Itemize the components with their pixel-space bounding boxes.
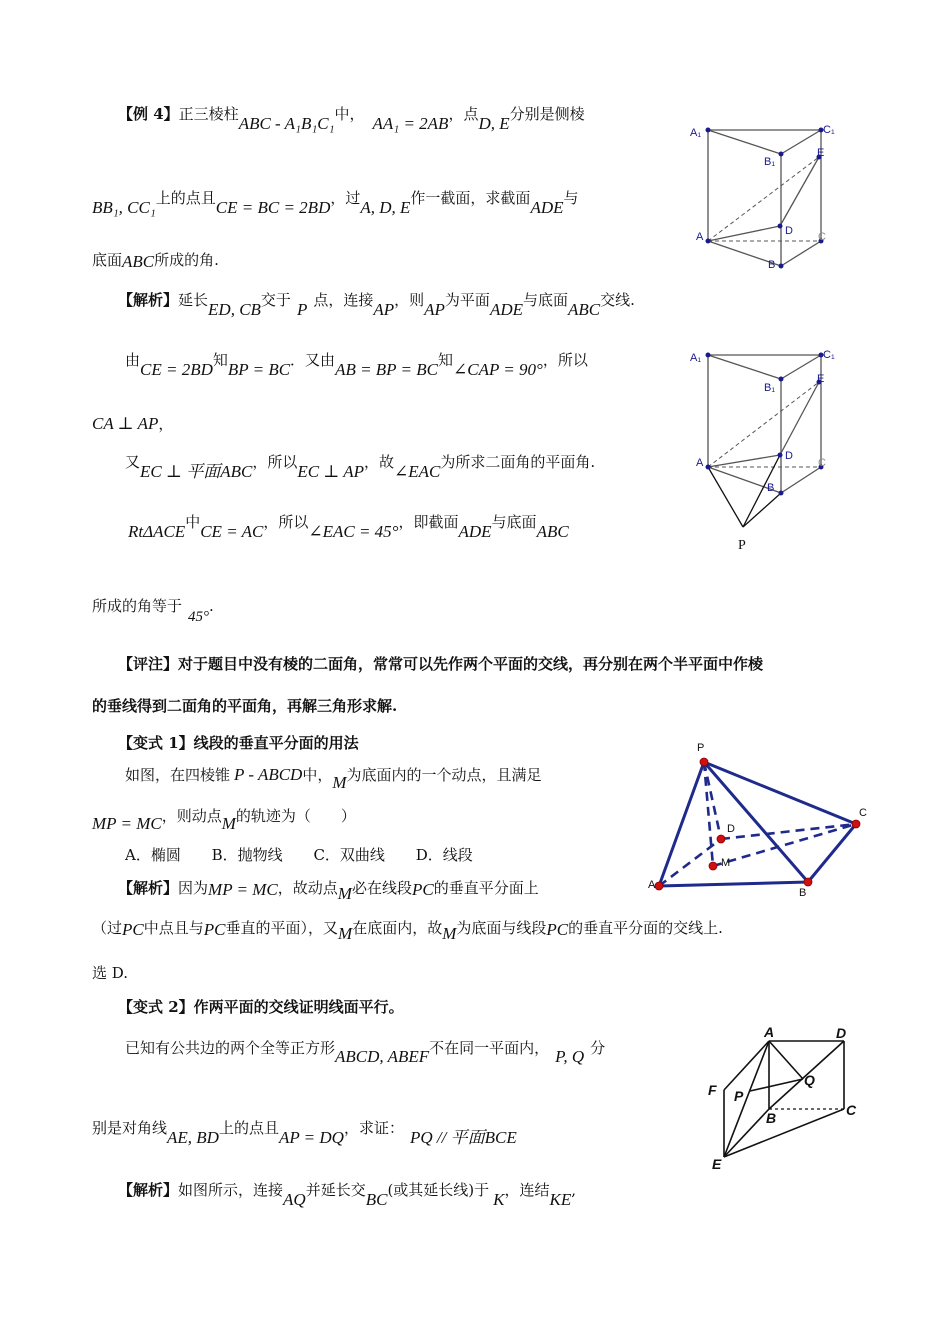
math: ABCD, ABEF	[335, 1047, 430, 1066]
solution4-line3	[92, 414, 173, 434]
text: 别是对角线	[92, 1119, 168, 1137]
text: 的垂直平分面上	[433, 879, 539, 897]
example4-line2	[92, 188, 579, 217]
label-p: P	[734, 1088, 744, 1104]
label-c: C	[818, 457, 826, 469]
label-b: B	[766, 1110, 777, 1126]
text: 又	[125, 453, 141, 471]
comment-line2: 的垂线得到二面角的平面角，再解三角形求解.	[92, 697, 398, 715]
text: 所成的角.	[154, 251, 219, 269]
math: MP = MC	[92, 814, 162, 833]
text: 为底面内的一个动点，且满足	[346, 766, 542, 784]
math: ABC - A₁B₁C₁	[238, 114, 335, 133]
text: 作一截面，求截面	[410, 189, 531, 207]
solution-tag: 【解析】	[118, 879, 179, 897]
math: P	[296, 300, 308, 319]
variant1-title: 【变式 1】线段的垂直平分面的用法	[118, 734, 359, 752]
math: CA ⊥ AP	[92, 414, 159, 433]
solution4-line2	[125, 350, 588, 379]
label-b1: B₁	[764, 156, 776, 168]
math: EC ⊥ AP	[297, 462, 365, 481]
text: 所成的角等于	[92, 597, 183, 615]
variant1-solution-line1	[118, 878, 539, 903]
text: 垂直的平面），又	[225, 919, 339, 937]
solution-tag: 【解析】	[118, 291, 179, 309]
text: 如图，在四棱锥	[125, 766, 231, 784]
text: 交于	[260, 291, 291, 309]
text: ，则	[394, 291, 425, 309]
math: 45°	[188, 609, 210, 625]
math: ∠CAP = 90°	[452, 360, 543, 379]
option-a: A．椭圆	[125, 846, 181, 864]
text: 与	[563, 189, 579, 207]
text: 知	[212, 351, 228, 369]
label-p: P	[697, 742, 705, 754]
two-squares-figure	[700, 1025, 865, 1175]
text: ．又由	[290, 351, 336, 369]
math: PC	[203, 920, 226, 939]
option-b: B．抛物线	[211, 846, 283, 864]
solution4-line5	[128, 512, 569, 541]
text: 延长	[178, 291, 209, 309]
text: 中点且与	[143, 919, 204, 937]
solution4-line6	[92, 596, 214, 625]
label-e: E	[712, 1156, 722, 1172]
text: 的轨迹为（ ）	[235, 807, 356, 825]
math: AB = BP = BC	[335, 360, 438, 379]
text: ，所以	[252, 453, 298, 471]
text: 的垂直平分面的交线上.	[568, 919, 723, 937]
label-q: Q	[804, 1072, 815, 1088]
variant2-title: 【变式 2】作两平面的交线证明线面平行。	[118, 998, 404, 1016]
text: ,	[571, 1181, 577, 1199]
text: 上的点且	[218, 1119, 279, 1137]
example4-line1	[118, 104, 585, 133]
text: 分别是侧棱	[509, 105, 585, 123]
math: BB₁, CC₁	[92, 198, 156, 217]
math: PC	[411, 880, 434, 899]
math: ∠EAC = 45°	[308, 522, 399, 541]
text: 为平面	[444, 291, 490, 309]
math: PQ // 平面BCE	[409, 1128, 517, 1147]
math: M	[332, 773, 347, 792]
variant1-solution-line2	[92, 918, 723, 943]
label-c1: C₁	[823, 349, 835, 361]
text: ，则动点	[161, 807, 222, 825]
math: CE = AC	[200, 522, 264, 541]
text: 点，连接	[313, 291, 374, 309]
text: 为所求二面角的平面角.	[440, 453, 596, 471]
math: ∠EAC	[394, 462, 441, 481]
text: 由	[125, 351, 141, 369]
math: AA₁ = 2AB	[372, 114, 449, 133]
label-b: B	[799, 887, 807, 896]
variant2-problem-line1	[125, 1038, 606, 1066]
math: ED, CB	[208, 300, 261, 319]
text: ，	[158, 415, 174, 433]
math: KE	[549, 1190, 572, 1209]
math: BC	[365, 1190, 388, 1209]
text: ，故	[364, 453, 395, 471]
math: P, Q	[555, 1047, 585, 1066]
math: M	[337, 884, 352, 903]
text: ，连结	[504, 1181, 550, 1199]
text: .	[209, 597, 214, 615]
math: M	[442, 924, 457, 943]
comment-line1: 【评注】对于题目中没有棱的二面角，常常可以先作两个平面的交线，再分别在两个半平面中作棱	[118, 655, 764, 673]
label-a: A	[696, 457, 704, 469]
label-d: D	[727, 823, 735, 835]
math: MP = MC	[208, 880, 278, 899]
label-d: D	[836, 1025, 847, 1041]
label-d: D	[785, 450, 793, 462]
label-e: E	[817, 147, 825, 159]
math: K	[493, 1190, 505, 1209]
math: EC ⊥ 平面ABC	[140, 462, 253, 481]
label-a1: A₁	[690, 127, 702, 139]
label-m: M	[721, 857, 731, 869]
variant1-answer: 选 D.	[92, 964, 129, 982]
text: ，即截面	[398, 513, 459, 531]
label-e: E	[817, 373, 825, 385]
text: 为底面与线段	[456, 919, 547, 937]
text: ，点	[448, 105, 479, 123]
math: PC	[122, 920, 144, 939]
prism-figure	[690, 118, 840, 274]
math: RtΔACE	[128, 522, 186, 541]
text: ，所以	[542, 351, 588, 369]
math: PC	[546, 920, 569, 939]
text: （过	[92, 919, 123, 937]
math: BP = BC	[227, 360, 291, 379]
text: 在底面内，故	[352, 919, 443, 937]
text: 不在同一平面内，	[429, 1039, 550, 1057]
label-f: F	[708, 1082, 717, 1098]
math: AP	[424, 300, 445, 319]
prism-with-p-figure	[690, 345, 840, 557]
text: (或其延长线)于	[387, 1181, 490, 1199]
math: AE, BD	[167, 1128, 219, 1147]
variant1-problem-line2	[92, 806, 356, 833]
math: ABC	[122, 252, 155, 271]
text: ，过	[330, 189, 361, 207]
math: P - ABCD	[234, 765, 303, 784]
variant1-problem-line1	[125, 765, 542, 792]
variant2-solution-line1	[118, 1180, 577, 1209]
text: 中	[185, 513, 201, 531]
text: 已知有公共边的两个全等正方形	[125, 1039, 336, 1057]
math: ADE	[458, 522, 492, 541]
math: ADE	[530, 198, 564, 217]
option-c: C．双曲线	[313, 846, 385, 864]
text: ，故动点	[277, 879, 338, 897]
solution4-line4	[125, 452, 596, 481]
math: ABC	[568, 300, 601, 319]
text: 必在线段	[351, 879, 412, 897]
variant1-options	[125, 845, 473, 865]
math: CE = 2BD	[140, 360, 213, 379]
math: AP	[373, 300, 395, 319]
math: ABC	[536, 522, 569, 541]
text: 与底面	[491, 513, 537, 531]
text: 并延长交	[305, 1181, 366, 1199]
solution-tag: 【解析】	[118, 1181, 179, 1199]
label-a: A	[648, 879, 656, 891]
text: 交线.	[600, 291, 635, 309]
label-b: B	[768, 259, 776, 271]
variant2-problem-line2	[92, 1118, 517, 1147]
example4-tag: 【例 4】	[118, 105, 179, 123]
label-a1: A₁	[690, 352, 702, 364]
text: 如图所示，连接	[178, 1181, 284, 1199]
solution4-line1	[118, 290, 635, 319]
label-p: P	[738, 538, 746, 553]
label-b1: B₁	[764, 382, 776, 394]
math: M	[221, 814, 236, 833]
label-c1: C₁	[823, 124, 835, 136]
label-c: C	[818, 231, 826, 243]
text: 因为	[178, 879, 209, 897]
math: AP = DQ	[278, 1128, 344, 1147]
option-d: D．线段	[415, 846, 473, 864]
label-c: C	[859, 807, 867, 819]
text: 正三棱柱	[178, 105, 239, 123]
text: 中，	[334, 105, 365, 123]
text: ，所以	[263, 513, 309, 531]
math: CE = BC = 2BD	[215, 198, 331, 217]
math: A, D, E	[360, 198, 411, 217]
math: AQ	[283, 1190, 306, 1209]
text: 中，	[302, 766, 333, 784]
text: 与底面	[522, 291, 568, 309]
text: 分	[590, 1039, 606, 1057]
label-a: A	[764, 1025, 775, 1040]
label-b: B	[767, 482, 775, 494]
text: 上的点且	[155, 189, 216, 207]
label-a: A	[696, 231, 704, 243]
text: 底面	[92, 251, 123, 269]
math: M	[338, 924, 353, 943]
text: 知	[437, 351, 453, 369]
label-d: D	[785, 225, 793, 237]
math: D, E	[478, 114, 510, 133]
text: ，求证：	[343, 1119, 404, 1137]
label-c: C	[846, 1102, 857, 1118]
math: ADE	[489, 300, 523, 319]
pyramid-figure	[645, 738, 875, 896]
example4-line3	[92, 250, 219, 270]
